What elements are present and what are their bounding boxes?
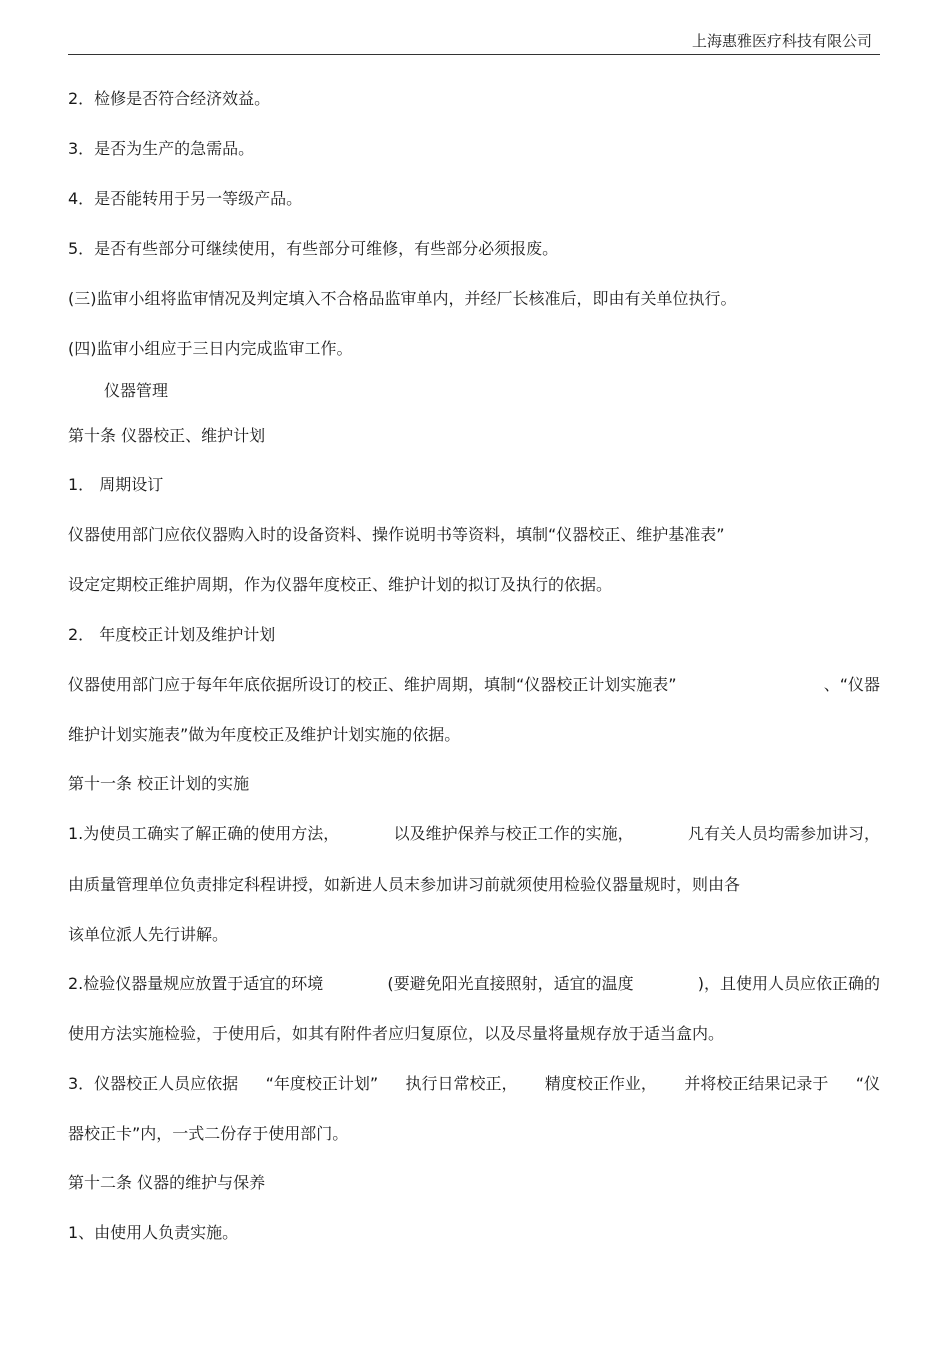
text-run: 2.检验仪器量规应放置于适宜的环境 (68, 974, 324, 993)
page-header (68, 26, 880, 55)
text-run: 仪器使用部门应于每年年底依据所设订的校正、维护周期，填制“仪器校正计划实施表” (68, 675, 677, 694)
text-run: 执行日常校正， (405, 1074, 518, 1093)
paragraph-line (68, 1073, 880, 1095)
paragraph-line: (三)监审小组将监审情况及判定填入不合格品监审单内，并经厂长核准后，即由有关单位执行。 (68, 289, 737, 308)
text-run: 3．仪器校正人员应依据 (68, 1074, 239, 1093)
paragraph-line (68, 973, 880, 995)
header-company-name: 上海惠雅医疗科技有限公司 (691, 32, 872, 50)
paragraph-line: 仪器使用部门应依仪器购入时的设备资料、操作说明书等资料，填制“仪器校正、维护基准表” (68, 525, 725, 544)
paragraph-line: 5．是否有些部分可继续使用，有些部分可维修，有些部分必须报废。 (68, 239, 559, 258)
text-run: )，且使用人员应依正确的 (697, 974, 880, 993)
paragraph-line: 2．检修是否符合经济效益。 (68, 89, 271, 108)
text-run: “仪 (855, 1074, 880, 1093)
paragraph-line: 由质量管理单位负责排定科程讲授，如新进人员末参加讲习前就须使用检验仪器量规时，则由各 (68, 875, 741, 894)
paragraph-line: 2． 年度校正计划及维护计划 (68, 625, 276, 644)
article-heading: 第十二条 仪器的维护与保养 (68, 1173, 266, 1192)
text-run: 、“仪器 (823, 675, 880, 694)
article-heading: 第十一条 校正计划的实施 (68, 774, 250, 793)
paragraph-line: (四)监审小组应于三日内完成监审工作。 (68, 339, 353, 358)
text-run: 以及维护保养与校正工作的实施， (393, 824, 634, 843)
paragraph-line: 使用方法实施检验，于使用后，如其有附件者应归复原位，以及尽量将量规存放于适当盒内。 (68, 1024, 725, 1043)
paragraph-line: 3．是否为生产的急需品。 (68, 139, 255, 158)
text-run: (要避免阳光直接照射，适宜的温度 (387, 974, 634, 993)
text-run: 1.为使员工确实了解正确的使用方法， (68, 824, 340, 843)
paragraph-line (68, 823, 880, 845)
article-heading: 第十条 仪器校正、维护计划 (68, 426, 266, 445)
text-run: 凡有关人员均需参加讲习， (687, 824, 880, 843)
paragraph-line: 维护计划实施表”做为年度校正及维护计划实施的依据。 (68, 725, 461, 744)
paragraph-line: 4．是否能转用于另一等级产品。 (68, 189, 303, 208)
paragraph-line: 该单位派人先行讲解。 (68, 925, 229, 944)
text-run: 精度校正作业， (544, 1074, 657, 1093)
paragraph-line: 器校正卡”内，一式二份存于使用部门。 (68, 1124, 349, 1143)
paragraph-line: 1、由使用人负责实施。 (68, 1223, 239, 1242)
section-heading: 仪器管理 (104, 381, 169, 400)
text-run: “年度校正计划” (265, 1074, 379, 1093)
paragraph-line (68, 674, 880, 696)
paragraph-line: 设定定期校正维护周期，作为仪器年度校正、维护计划的拟订及执行的依据。 (68, 575, 613, 594)
text-run: 并将校正结果记录于 (684, 1074, 829, 1093)
paragraph-line: 1． 周期设订 (68, 475, 164, 494)
